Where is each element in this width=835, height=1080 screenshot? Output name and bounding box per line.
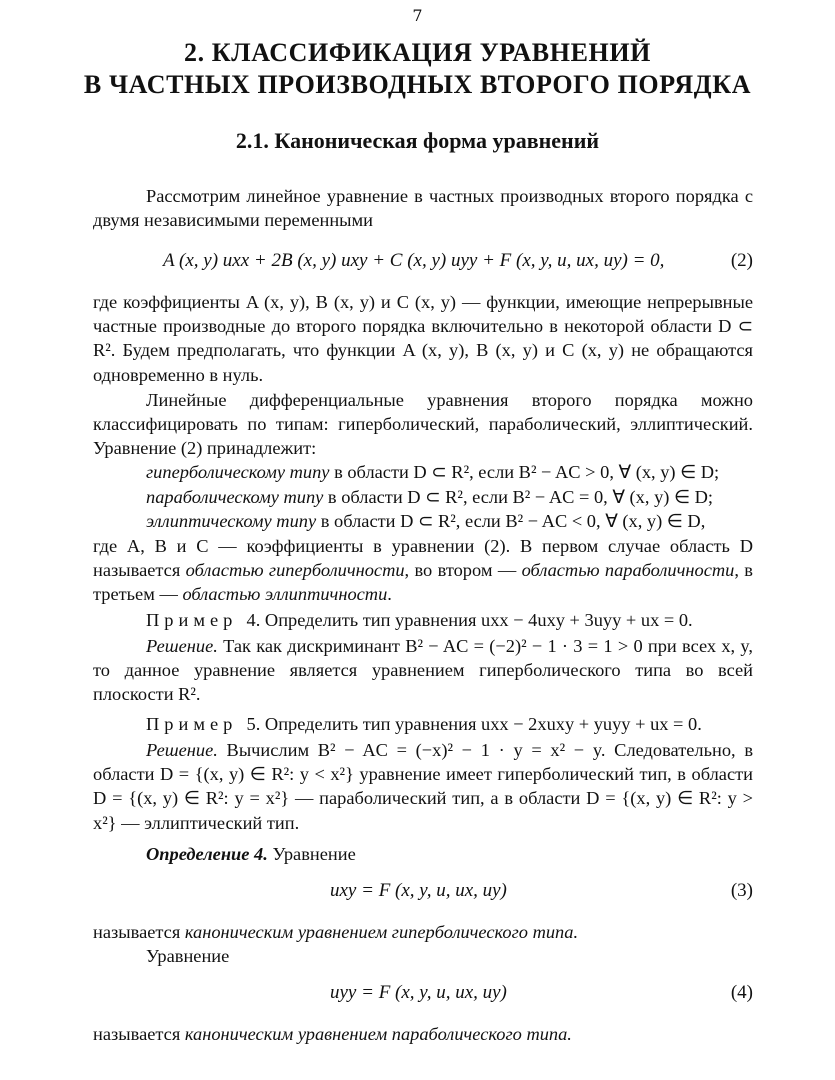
type-hyperbolic-condition: в области D ⊂ R², если B² − AC > 0, ∀ (x, y) ∈ D;	[329, 462, 720, 482]
example-5-solution	[93, 738, 753, 835]
equation-3-caption-prefix: называется	[93, 922, 185, 942]
equation-3-caption-term: каноническим уравнением гиперболического типа.	[184, 922, 579, 942]
definition-4-text: Уравнение	[267, 844, 356, 864]
type-parabolic	[146, 487, 753, 508]
chapter-title-line-1: 2. КЛАССИФИКАЦИЯ УРАВНЕНИЙ	[184, 38, 651, 67]
term-elliptic-area: областью эллиптичности	[182, 584, 388, 605]
example-5-solution-label: Решение.	[146, 740, 218, 760]
example-4-solution-text: Так как дискриминант B² − AC = (−2)² − 1 · 3 = 1 > 0 при всех x, y, то данное уравнение является уравнением гиперболического типа во всей плоскости R².	[93, 636, 753, 705]
type-elliptic-condition: в области D ⊂ R², если B² − AC < 0, ∀ (x, y) ∈ D,	[316, 511, 706, 531]
term-parabolic-area: областью параболичности	[521, 560, 735, 581]
equation-2: A (x, y) uxx + 2B (x, y) uxy + C (x, y) uyy + F (x, y, u, ux, uy) = 0,	[163, 250, 665, 271]
example-5-label: Пример	[146, 714, 238, 734]
example-5-statement	[146, 714, 753, 735]
equation-4: uyy = F (x, y, u, ux, uy)	[330, 982, 507, 1003]
equation-4-intro: Уравнение	[146, 946, 230, 966]
type-hyperbolic	[146, 462, 753, 483]
chapter-title-line-2: В ЧАСТНЫХ ПРОИЗВОДНЫХ ВТОРОГО ПОРЯДКА	[83, 70, 752, 99]
equation-3: uxy = F (x, y, u, ux, uy)	[330, 880, 507, 901]
type-hyperbolic-name: гиперболическому типу	[146, 462, 330, 482]
equation-4-caption-term: каноническим уравнением параболического типа.	[184, 1024, 572, 1044]
example-4-solution	[93, 634, 753, 707]
areas-text-d: .	[387, 584, 392, 605]
type-elliptic-name: эллиптическому типу	[146, 511, 317, 531]
definition-4	[146, 844, 753, 865]
areas-paragraph	[93, 534, 753, 607]
type-parabolic-condition: в области D ⊂ R², если B² − AC = 0, ∀ (x, y) ∈ D;	[323, 487, 713, 507]
equation-3-number: (3)	[730, 880, 753, 901]
areas-text-c: , в третьем —	[93, 560, 753, 605]
equation-4-caption-prefix: называется	[93, 1024, 185, 1044]
classification-paragraph: Линейные дифференциальные уравнения второго порядка можно классифицировать по типам: гиперболический, параболический, эллиптический. Уравнение (2) принадлежит:	[93, 390, 753, 459]
example-4-solution-label: Решение.	[146, 636, 218, 656]
section-title: 2.1. Каноническая форма уравнений	[235, 128, 600, 153]
equation-2-number: (2)	[730, 250, 753, 271]
definition-4-label: Определение 4.	[146, 844, 268, 864]
example-4-label: Пример	[146, 610, 238, 630]
example-4-text: 4. Определить тип уравнения uxx − 4uxy + 3uyy + ux = 0.	[246, 610, 693, 630]
type-elliptic	[146, 511, 753, 532]
page-number: 7	[412, 6, 423, 25]
example-5-text: 5. Определить тип уравнения uxx − 2xuxy + yuyy + ux = 0.	[246, 714, 702, 734]
areas-text-b: , во втором —	[404, 560, 522, 581]
equation-4-caption	[93, 1024, 753, 1045]
equation-3-caption	[93, 922, 753, 943]
example-4-statement	[146, 610, 753, 631]
areas-text-a: где A, B и C — коэффициенты в уравнении (2). В первом случае область D называется	[93, 536, 753, 581]
example-5-solution-text: Вычислим B² − AC = (−x)² − 1 · y = x² − y. Следовательно, в области D = {(x, y) ∈ R²: y < x²} уравнение имеет гиперболический тип, в области D = {(x, y) ∈ R²: y = x²} — параболический тип, а в области D = {(x, y) ∈ R²: y > x²} — эллиптический тип.	[93, 740, 753, 833]
equation-4-number: (4)	[730, 982, 753, 1003]
term-hyperbolic-area: областью гиперболичности	[185, 560, 405, 581]
coefficients-paragraph: где коэффициенты A (x, y), B (x, y) и C (x, y) — функции, имеющие непрерывные частные производные до второго порядка включительно в некоторой области D ⊂ R². Будем предполагать, что функции A (x, y), B (x, y) и C (x, y) не обращаются одновременно в нуль.	[93, 292, 753, 385]
intro-paragraph: Рассмотрим линейное уравнение в частных производных второго порядка с двумя независимыми переменными	[93, 186, 753, 231]
type-parabolic-name: параболическому типу	[146, 487, 324, 507]
